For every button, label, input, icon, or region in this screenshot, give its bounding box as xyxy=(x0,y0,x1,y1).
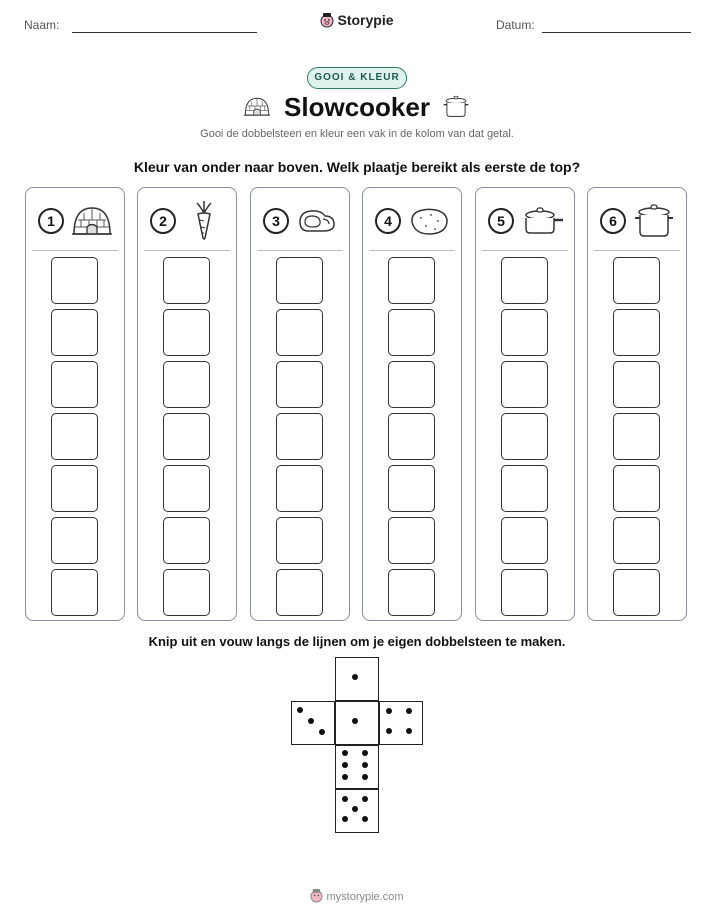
color-cell[interactable] xyxy=(51,465,98,512)
dice-face-6 xyxy=(335,745,379,789)
color-cell[interactable] xyxy=(388,309,435,356)
color-cell[interactable] xyxy=(388,257,435,304)
color-cell[interactable] xyxy=(613,309,660,356)
color-cell[interactable] xyxy=(163,517,210,564)
color-cell[interactable] xyxy=(276,361,323,408)
column-divider xyxy=(482,250,568,251)
color-cell[interactable] xyxy=(163,465,210,512)
color-cell[interactable] xyxy=(276,413,323,460)
dice-pip xyxy=(352,806,358,812)
dice-pip xyxy=(319,729,325,735)
dice-pip xyxy=(362,816,368,822)
dice-face-3 xyxy=(291,701,335,745)
column-divider xyxy=(32,250,118,251)
cut-instruction: Knip uit en vouw langs de lijnen om je eigen dobbelsteen te maken. xyxy=(148,634,566,649)
pig-mascot-icon xyxy=(310,888,323,903)
color-cell[interactable] xyxy=(501,465,548,512)
dice-face-1 xyxy=(335,701,379,745)
color-cell[interactable] xyxy=(276,465,323,512)
color-cell[interactable] xyxy=(163,569,210,616)
color-cell[interactable] xyxy=(501,361,548,408)
column-number: 2 xyxy=(150,208,176,234)
brand-name: Storypie xyxy=(337,12,394,28)
date-label: Datum: xyxy=(496,18,535,32)
color-cell[interactable] xyxy=(613,361,660,408)
dice-column-2 xyxy=(137,187,237,621)
column-number: 4 xyxy=(375,208,401,234)
page-title: Slowcooker xyxy=(284,92,430,122)
dice-pip xyxy=(352,674,358,680)
pan-icon xyxy=(520,200,564,240)
dice-pip xyxy=(352,718,358,724)
color-cell[interactable] xyxy=(501,517,548,564)
igloo-icon xyxy=(70,200,114,240)
dice-pip xyxy=(297,707,303,713)
color-cell[interactable] xyxy=(613,465,660,512)
color-cell[interactable] xyxy=(51,309,98,356)
column-number: 6 xyxy=(600,208,626,234)
dice-column-1 xyxy=(25,187,125,621)
dice-pip xyxy=(362,750,368,756)
color-cell[interactable] xyxy=(51,517,98,564)
dice-pip xyxy=(342,762,348,768)
color-cell[interactable] xyxy=(276,569,323,616)
color-cell[interactable] xyxy=(501,309,548,356)
pig-mascot-icon xyxy=(320,12,334,28)
color-cell[interactable] xyxy=(51,413,98,460)
color-cell[interactable] xyxy=(51,257,98,304)
footer-url: mystorypie.com xyxy=(326,891,404,903)
instruction: Kleur van onder naar boven. Welk plaatje bereikt als eerste de top? xyxy=(133,159,581,175)
dice-column-6 xyxy=(587,187,687,621)
dice-pip xyxy=(406,708,412,714)
dice-face-4 xyxy=(379,701,423,745)
column-divider xyxy=(257,250,343,251)
dice-pip xyxy=(362,774,368,780)
color-cell[interactable] xyxy=(501,413,548,460)
color-cell[interactable] xyxy=(613,569,660,616)
dice-face-1 xyxy=(335,657,379,701)
dice-pip xyxy=(362,796,368,802)
dice-pip xyxy=(308,718,314,724)
dice-pip xyxy=(386,708,392,714)
column-divider xyxy=(369,250,455,251)
color-cell[interactable] xyxy=(276,309,323,356)
name-label: Naam: xyxy=(24,18,60,32)
footer xyxy=(0,888,714,903)
color-cell[interactable] xyxy=(501,257,548,304)
column-divider xyxy=(144,250,230,251)
color-cell[interactable] xyxy=(501,569,548,616)
pot-title-icon xyxy=(439,93,473,119)
color-cell[interactable] xyxy=(613,413,660,460)
column-number: 5 xyxy=(488,208,514,234)
dice-column-3 xyxy=(250,187,350,621)
subtitle: Gooi de dobbelsteen en kleur een vak in de kolom van dat getal. xyxy=(200,128,514,140)
column-number: 3 xyxy=(263,208,289,234)
color-cell[interactable] xyxy=(163,257,210,304)
color-cell[interactable] xyxy=(388,413,435,460)
dice-pip xyxy=(342,750,348,756)
brand-logo xyxy=(0,12,714,28)
color-cell[interactable] xyxy=(388,517,435,564)
color-cell[interactable] xyxy=(51,569,98,616)
game-type-badge: GOOI & KLEUR xyxy=(307,67,407,89)
color-cell[interactable] xyxy=(51,361,98,408)
dice-column-5 xyxy=(475,187,575,621)
pot-icon xyxy=(632,200,676,240)
color-cell[interactable] xyxy=(163,413,210,460)
color-cell[interactable] xyxy=(613,257,660,304)
color-cell[interactable] xyxy=(163,361,210,408)
color-cell[interactable] xyxy=(613,517,660,564)
dice-pip xyxy=(342,816,348,822)
color-cell[interactable] xyxy=(276,257,323,304)
dice-pip xyxy=(386,728,392,734)
potato-icon xyxy=(407,200,451,240)
date-line xyxy=(542,32,691,33)
dice-pip xyxy=(406,728,412,734)
dice-pip xyxy=(342,796,348,802)
steak-icon xyxy=(295,200,339,240)
color-cell[interactable] xyxy=(388,569,435,616)
dice-pip xyxy=(362,762,368,768)
color-cell[interactable] xyxy=(163,309,210,356)
dice-pip xyxy=(342,774,348,780)
column-divider xyxy=(594,250,680,251)
name-line xyxy=(72,32,257,33)
color-cell[interactable] xyxy=(388,465,435,512)
color-cell[interactable] xyxy=(276,517,323,564)
carrot-icon xyxy=(182,200,226,240)
column-number: 1 xyxy=(38,208,64,234)
color-cell[interactable] xyxy=(388,361,435,408)
dice-column-4 xyxy=(362,187,462,621)
dice-face-5 xyxy=(335,789,379,833)
